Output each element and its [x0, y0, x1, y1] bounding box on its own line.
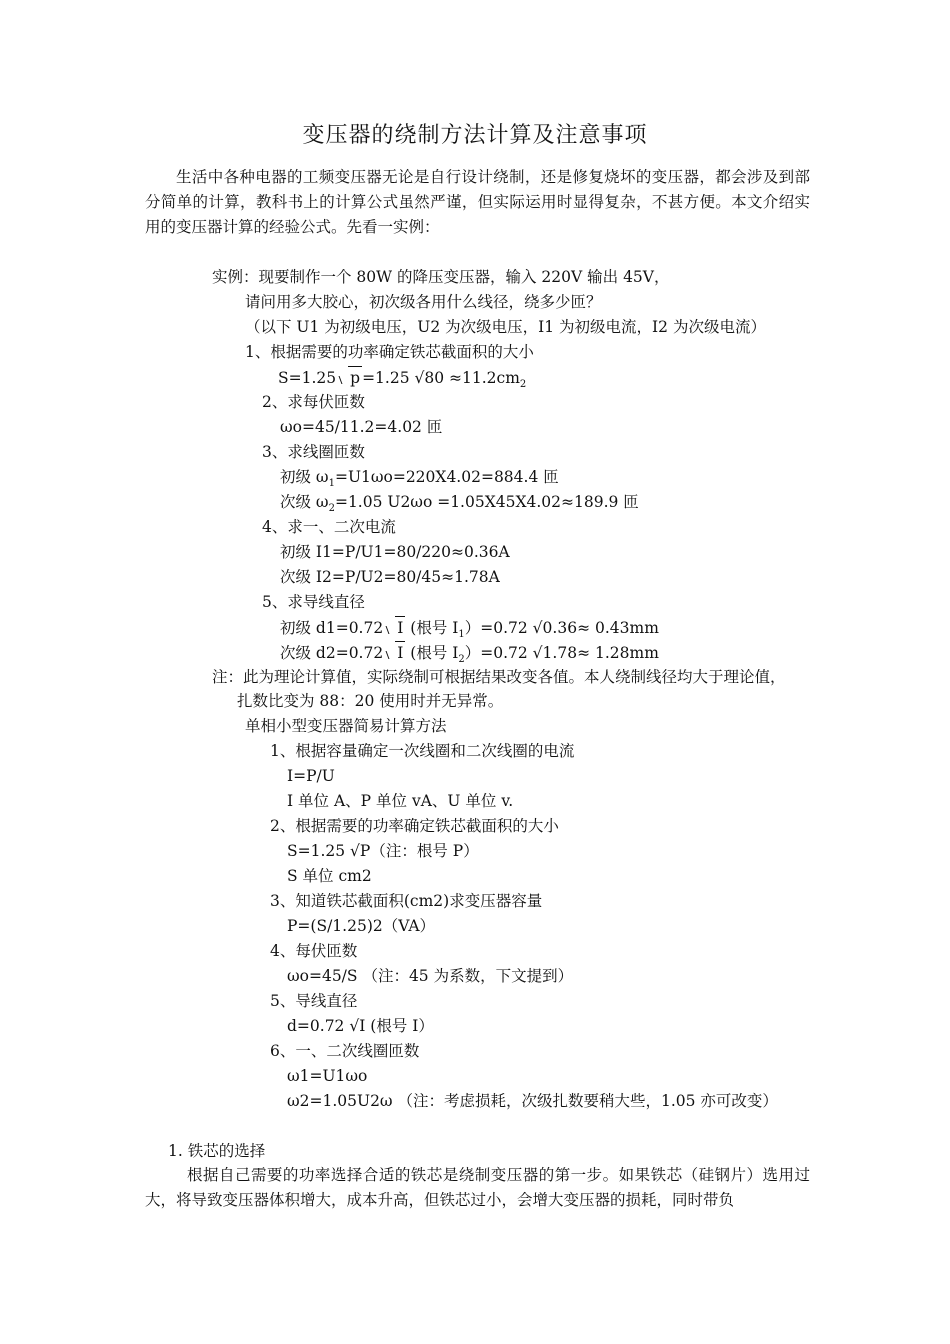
simple-item-3: 3、知道铁芯截面积(cm2)求变压器容量	[270, 892, 543, 910]
core-section-paragraph: 根据自己需要的功率选择合适的铁芯是绕制变压器的第一步。如果铁芯（硅钢片）选用过大，将导致变压器体积增大，成本升高，但铁芯过小，会增大变压器的损耗，同时带负	[145, 1166, 810, 1209]
simple-item-3-formula: P=(S/1.25)2（VA）	[287, 917, 436, 935]
note-line-2: 扎数比变为 88：20 使用时并无异常。	[237, 692, 504, 710]
simple-item-6-formula-1: ω1=U1ωo	[287, 1067, 368, 1085]
simple-item-6: 6、一、二次线圈匝数	[270, 1042, 420, 1060]
step-5-secondary: 次级 d2=0.72 I (根号 $I_2)=0.72$ √1.78≈ 1.28mm	[280, 641, 659, 671]
step-5-primary: 初级 d1=0.72 I (根号 $I_1)=0.72$ √0.36≈ 0.43mm	[280, 616, 659, 646]
sqrt-symbol: p	[336, 366, 362, 389]
step-1-heading: 1、根据需要的功率确定铁芯截面积的大小	[245, 343, 534, 361]
step-4-secondary: 次级 I2=P/U2=80/45≈1.78A	[280, 568, 500, 586]
page-title: 变压器的绕制方法计算及注意事项	[302, 123, 648, 148]
simple-item-6-formula-2: ω2=1.05U2ω （注：考虑损耗，次级扎数要稍大些，1.05 亦可改变）	[287, 1092, 778, 1110]
simple-item-2: 2、根据需要的功率确定铁芯截面积的大小	[270, 817, 559, 835]
simple-item-2-formula: S=1.25 √P（注：根号 P）	[287, 842, 479, 860]
step-2-formula: ωo=45/11.2=4.02 匝	[280, 418, 443, 436]
intro-paragraph: 生活中各种电器的工频变压器无论是自行设计绕制，还是修复烧坏的变压器，都会涉及到部分简单的计算，教科书上的计算公式虽然严谨，但实际运用时显得复杂，不甚方便。本文介绍实用的变压器计算的经验公式。先看一实例：	[145, 168, 810, 236]
step-3-heading: 3、求线圈匝数	[262, 443, 365, 461]
simple-item-5: 5、导线直径	[270, 992, 358, 1010]
step-3-primary: 初级 $\omega_1=U1\omega o=220X4.02=884.4$ 匝	[280, 468, 559, 489]
step-4-primary: 初级 I1=P/U1=80/220≈0.36A	[280, 543, 510, 561]
note-line-1: 注：此为理论计算值，实际绕制可根据结果改变各值。本人绕制线径均大于理论值，	[212, 668, 786, 686]
simple-item-1-units: I 单位 A、P 单位 vA、U 单位 v.	[287, 792, 514, 810]
simple-item-5-formula: d=0.72 √I (根号 I）	[287, 1017, 434, 1035]
simple-method-heading: 单相小型变压器简易计算方法	[245, 717, 447, 735]
sqrt-symbol: I	[383, 641, 405, 664]
step-5-heading: 5、求导线直径	[262, 593, 365, 611]
simple-item-2-units: S 单位 cm2	[287, 867, 372, 885]
sqrt-symbol: I	[383, 616, 405, 639]
step-2-heading: 2、求每伏匝数	[262, 393, 365, 411]
simple-item-4: 4、每伏匝数	[270, 942, 358, 960]
step-1-formula: S=1.25 p =1.25 $√80 \approx 11.2cm_2$	[278, 366, 526, 396]
step-3-secondary: 次级 $\omega_2=1.05$ U2ωo =1.05X45X4.02≈189.9 匝	[280, 493, 639, 514]
step-4-heading: 4、求一、二次电流	[262, 518, 396, 536]
example-line-2: 请问用多大胶心，初次级各用什么线径，绕多少匝？	[245, 293, 602, 311]
example-line-3: （以下 U1 为初级电压，U2 为次级电压，I1 为初级电流，I2 为次级电流）	[245, 318, 766, 336]
core-section-heading: 1. 铁芯的选择	[168, 1142, 266, 1160]
example-line-1: 实例：现要制作一个 80W 的降压变压器，输入 220V 输出 45V，	[212, 268, 670, 286]
simple-item-1: 1、根据容量确定一次线圈和二次线圈的电流	[270, 742, 575, 760]
simple-item-1-formula: I=P/U	[287, 767, 335, 785]
simple-item-4-formula: ωo=45/S （注：45 为系数，下文提到）	[287, 967, 574, 985]
